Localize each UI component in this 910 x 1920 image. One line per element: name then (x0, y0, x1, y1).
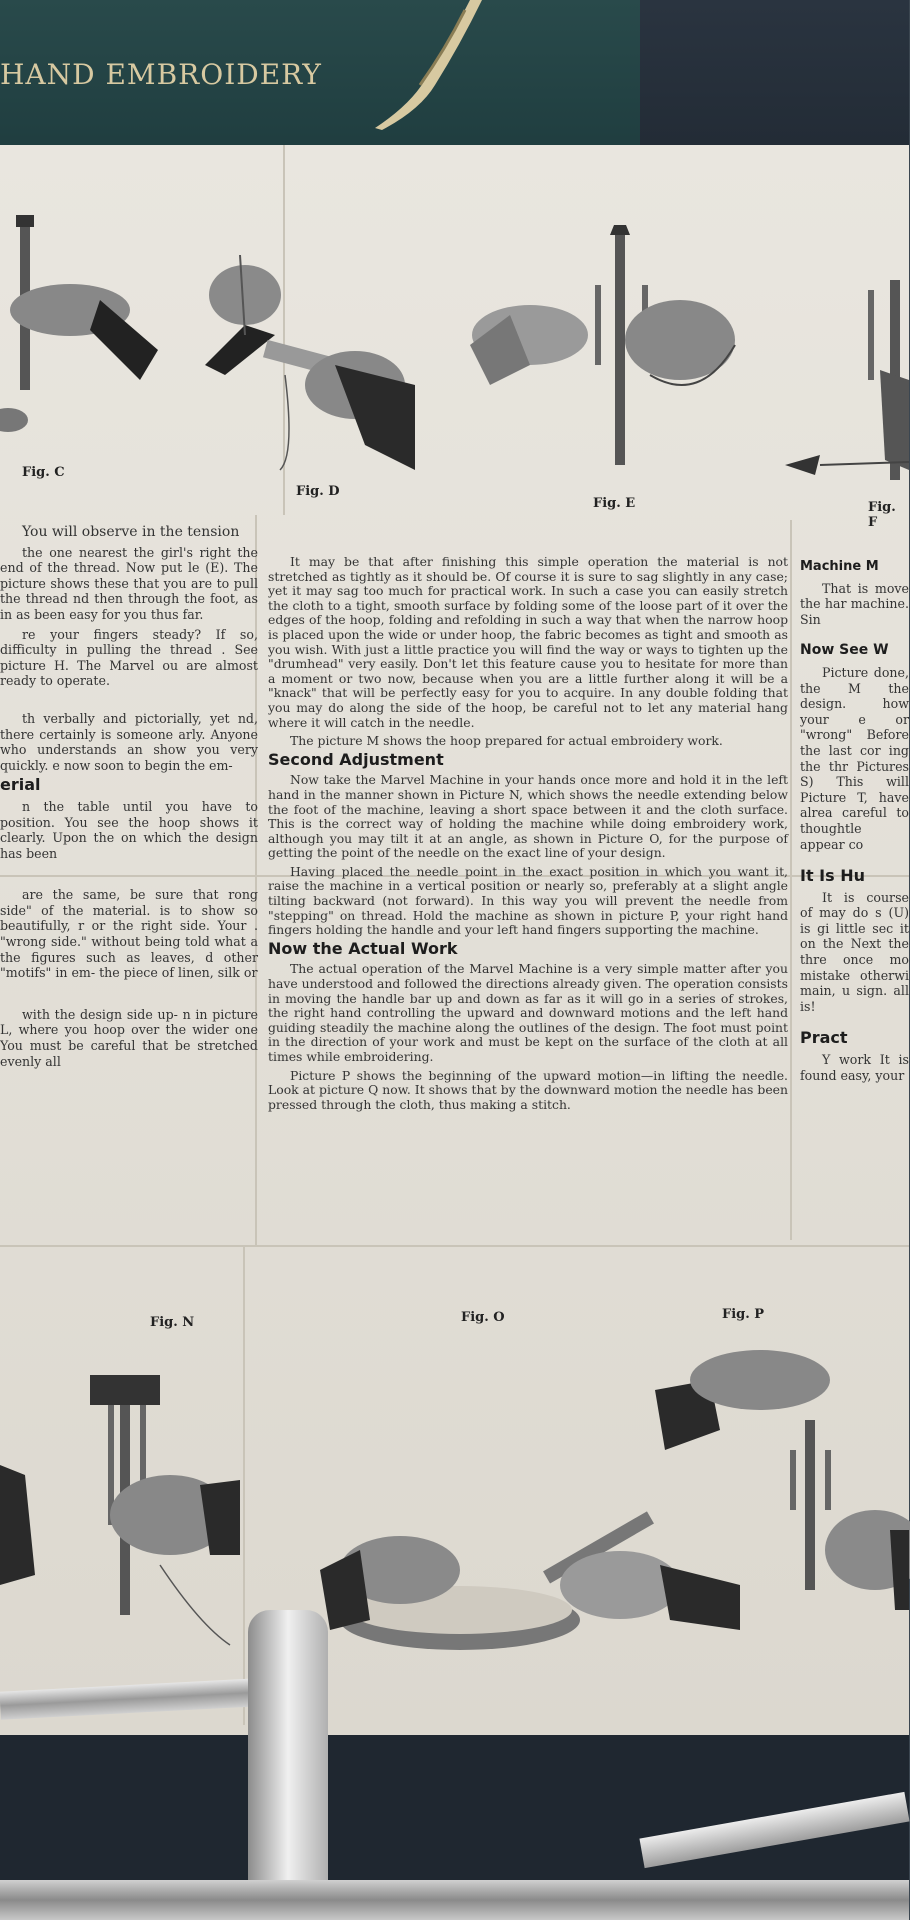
fig-n-label: Fig. N (150, 1315, 195, 1330)
left-paragraph: n the table until you have to position. You see the hoop shows it clearly. Upon the on which the design has been (0, 798, 258, 861)
middle-paragraph: The actual operation of the Marvel Machine is a very simple matter after you have understood and followed the directions already given. The operation consists in moving the handle bar up and down as far as it will go in a series of strokes, the right hand controlling the upward and downward motions and the left hand guiding steadily the machine along the outlines of the design. The foot must point in the direction of your work and must be kept on the surface of the cloth at all times while embroidering. (268, 961, 788, 1064)
middle-paragraph: Having placed the needle point in the exact position in which you want it, raise the machine in a vertical position or nearly so, preferably at a slight angle tilting backward (not forward). In this way you will prevent the needle from "stepping" on thread. Hold the machine as shown in picture P, your right hand fingers holding the handle and your left hand fingers supporting the machine. (268, 863, 788, 938)
metal-post (248, 1610, 328, 1920)
heading-actual-work: Now the Actual Work (268, 938, 458, 958)
photo-fig-f (780, 270, 909, 490)
photo-fig-c (0, 200, 160, 440)
fig-c-label: Fig. C (22, 465, 65, 480)
middle-paragraph: The picture M shows the hoop prepared for actual embroidery work. (290, 733, 723, 749)
left-paragraph: with the design side up- n in picture L, where you hoop over the wider one You must be careful that be stretched evenly all (0, 1006, 258, 1069)
fold-line (790, 520, 792, 1240)
right-paragraph: That is move the har machine. Sin (800, 580, 909, 627)
left-paragraph: the one nearest the girl's right the end of the thread. Now put le (E). The picture shows these that you are to pull the thread nd then through the foot, as in as been easy for you thus far. (0, 544, 258, 622)
middle-paragraph: It may be that after finishing this simple operation the material is not stretched as tightly as it should be. Of course it is sure to sag slightly in any case; yet it may sag too much for practical work. In such a case you can easily stretch the cloth to a tight, smooth surface by folding some of the loose part of it over the edges of the hoop, folding and refolding in such a way that when the narrow hoop is placed upon the wide or under hoop, the fabric becomes as tight and smooth as you wish. With just a little practice you will find the way or ways to tighten up the "drumhead" very easily. Don't let this feature cause you to hesitate for more than a moment or two now, because when you are a little further along it will be a "knack" that will be perfectly easy for you to acquire. In any double folding that you may do along the side of the hoop, be careful not to let any material hang where it will catch in the needle. (268, 554, 788, 730)
fig-f-label: Fig. F (868, 500, 896, 530)
left-paragraph: are the same, be sure that rong side" of the material. is to show so beautifully, r or the right side. Your . "wrong side." without being told what a the figures such as leaves, d other "motifs" in em- the piece of linen, silk or (0, 887, 258, 981)
fold-line (0, 1245, 909, 1247)
middle-paragraph: Now take the Marvel Machine in your hands once more and hold it in the left hand in the manner shown in Picture N, which shows the needle extending below the foot of the machine, leaving a short space between it and the cloth surface. This is the correct way of holding the machine while doing embroidery work, although you may tilt it at an angle, as shown in Picture O, for the purpose of getting the point of the needle on the exact line of your design. (268, 772, 788, 861)
left-paragraph: You will observe in the tension (22, 524, 240, 540)
photo-fig-e (470, 225, 750, 475)
left-paragraph: re your fingers steady? If so, difficulty in pulling the thread . See picture H. The Marvel ou are almost ready to operate. (0, 626, 258, 689)
right-heading: Machine M (800, 559, 879, 574)
right-heading: Pract (800, 1028, 848, 1048)
fig-e-label: Fig. E (593, 496, 636, 511)
fold-line (243, 1245, 245, 1725)
dark-background (640, 0, 909, 160)
heading-second-adjustment: Second Adjustment (268, 749, 444, 769)
left-column (0, 525, 258, 1073)
metal-rail (0, 1880, 909, 1920)
left-paragraph: th verbally and pictorially, yet nd, there certainly is someone arly. Anyone who understands an show you very quickly. e now soon to begin the em- (0, 710, 258, 773)
fig-p-label: Fig. P (722, 1307, 765, 1322)
fig-o-label: Fig. O (461, 1310, 505, 1325)
fig-d-label: Fig. D (296, 484, 340, 499)
left-heading: erial (0, 775, 41, 795)
cover-ornament (370, 0, 490, 130)
middle-paragraph: Picture P shows the beginning of the upward motion—in lifting the needle. Look at picture Q now. It shows that by the downward motion the needle has been pressed through the cloth, thus making a stitch. (268, 1067, 788, 1112)
right-paragraph: Y work It is found easy, your (800, 1052, 909, 1083)
right-paragraph: It is course of may do s (U) is gi little sec it on the Next the thre once mo mistake otherwi main, u sign. all is! (800, 889, 909, 1014)
middle-column (268, 554, 788, 1112)
cover-title: HAND EMBROIDERY (0, 58, 322, 91)
photo-fig-p (650, 1330, 909, 1630)
photo-fig-d (205, 255, 425, 475)
photo-fig-n (0, 1365, 240, 1645)
right-heading: It Is Hu (800, 866, 865, 886)
right-column (800, 555, 909, 1245)
right-heading: Now See W (800, 642, 889, 659)
right-paragraph: Picture done, the M the design. how your e or "wrong" Before the last cor ing the thr Pictures S) This will Picture T, have alrea careful to thoughtle appear co (800, 664, 909, 852)
